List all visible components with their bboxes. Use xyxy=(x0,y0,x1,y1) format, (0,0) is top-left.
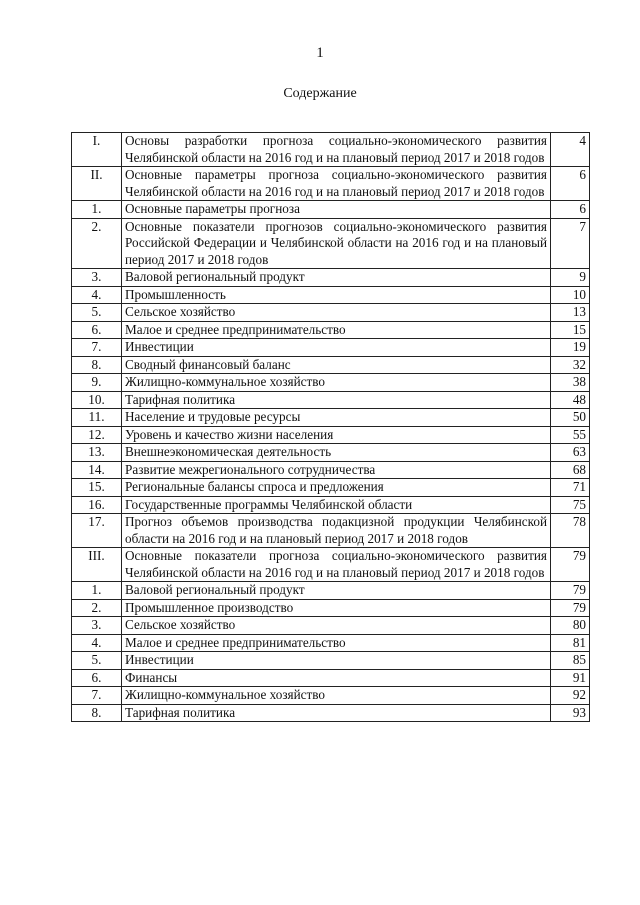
toc-page-number: 48 xyxy=(551,391,590,409)
toc-page-number: 68 xyxy=(551,461,590,479)
toc-page-number: 10 xyxy=(551,286,590,304)
toc-number: 4. xyxy=(72,286,122,304)
toc-number: 9. xyxy=(72,374,122,392)
toc-row xyxy=(72,426,590,444)
toc-page-number: 71 xyxy=(551,479,590,497)
toc-entry-title: Промышленность xyxy=(122,286,551,304)
toc-page-number: 79 xyxy=(551,548,590,582)
toc-row xyxy=(72,479,590,497)
toc-entry-title: Уровень и качество жизни населения xyxy=(122,426,551,444)
toc-number: 5. xyxy=(72,652,122,670)
toc-row xyxy=(72,409,590,427)
toc-entry-title: Промышленное производство xyxy=(122,599,551,617)
toc-row xyxy=(72,514,590,548)
toc-row xyxy=(72,339,590,357)
toc-page-number: 79 xyxy=(551,582,590,600)
toc-number: III. xyxy=(72,548,122,582)
toc-page-number: 19 xyxy=(551,339,590,357)
toc-page-number: 75 xyxy=(551,496,590,514)
toc-entry-title: Инвестиции xyxy=(122,652,551,670)
toc-entry-title: Валовой региональный продукт xyxy=(122,269,551,287)
toc-entry-title: Население и трудовые ресурсы xyxy=(122,409,551,427)
toc-page-number: 63 xyxy=(551,444,590,462)
toc-entry-title: Малое и среднее предпринимательство xyxy=(122,321,551,339)
toc-number: 5. xyxy=(72,304,122,322)
toc-number: 8. xyxy=(72,356,122,374)
toc-entry-title: Развитие межрегионального сотрудничества xyxy=(122,461,551,479)
toc-number: 6. xyxy=(72,669,122,687)
toc-entry-title: Жилищно-коммунальное хозяйство xyxy=(122,374,551,392)
toc-entry-title: Малое и среднее предпринимательство xyxy=(122,634,551,652)
toc-entry-title: Валовой региональный продукт xyxy=(122,582,551,600)
toc-row xyxy=(72,461,590,479)
toc-row xyxy=(72,444,590,462)
toc-page-number: 15 xyxy=(551,321,590,339)
toc-number: 1. xyxy=(72,582,122,600)
toc-number: 14. xyxy=(72,461,122,479)
table-of-contents xyxy=(71,132,590,722)
toc-page-number: 13 xyxy=(551,304,590,322)
toc-entry-title: Основные показатели прогноза социально-экономического развития Челябинской области на 2016 год и на плановый период 2017 и 2018 годов xyxy=(122,548,551,582)
toc-row xyxy=(72,133,590,167)
toc-number: 17. xyxy=(72,514,122,548)
toc-row xyxy=(72,617,590,635)
toc-page-number: 55 xyxy=(551,426,590,444)
toc-entry-title: Сельское хозяйство xyxy=(122,617,551,635)
toc-row xyxy=(72,687,590,705)
toc-row xyxy=(72,167,590,201)
toc-entry-title: Основные показатели прогнозов социально-экономического развития Российской Федерации и Челябинской области на 2016 год и на плановый период 2017 и 2018 годов xyxy=(122,218,551,269)
toc-row xyxy=(72,269,590,287)
toc-entry-title: Тарифная политика xyxy=(122,704,551,722)
toc-row xyxy=(72,321,590,339)
toc-row xyxy=(72,218,590,269)
toc-row xyxy=(72,669,590,687)
toc-number: 6. xyxy=(72,321,122,339)
toc-row xyxy=(72,599,590,617)
toc-page-number: 92 xyxy=(551,687,590,705)
toc-page-number: 85 xyxy=(551,652,590,670)
toc-page-number: 78 xyxy=(551,514,590,548)
toc-number: 11. xyxy=(72,409,122,427)
toc-page-number: 7 xyxy=(551,218,590,269)
toc-entry-title: Жилищно-коммунальное хозяйство xyxy=(122,687,551,705)
toc-row xyxy=(72,704,590,722)
toc-number: 8. xyxy=(72,704,122,722)
toc-entry-title: Финансы xyxy=(122,669,551,687)
toc-entry-title: Региональные балансы спроса и предложения xyxy=(122,479,551,497)
toc-row xyxy=(72,374,590,392)
toc-page-number: 81 xyxy=(551,634,590,652)
toc-row xyxy=(72,201,590,219)
toc-entry-title: Внешнеэкономическая деятельность xyxy=(122,444,551,462)
toc-number: 3. xyxy=(72,617,122,635)
toc-row xyxy=(72,652,590,670)
toc-body xyxy=(72,133,590,722)
toc-number: 13. xyxy=(72,444,122,462)
toc-row xyxy=(72,634,590,652)
toc-page-number: 4 xyxy=(551,133,590,167)
toc-page-number: 80 xyxy=(551,617,590,635)
toc-entry-title: Государственные программы Челябинской области xyxy=(122,496,551,514)
toc-row xyxy=(72,496,590,514)
toc-page-number: 32 xyxy=(551,356,590,374)
toc-entry-title: Основы разработки прогноза социально-экономического развития Челябинской области на 2016 год и на плановый период 2017 и 2018 годов xyxy=(122,133,551,167)
toc-number: 2. xyxy=(72,599,122,617)
toc-page-number: 9 xyxy=(551,269,590,287)
toc-number: 16. xyxy=(72,496,122,514)
toc-number: 15. xyxy=(72,479,122,497)
toc-entry-title: Инвестиции xyxy=(122,339,551,357)
page-title: Содержание xyxy=(283,86,357,101)
toc-number: 12. xyxy=(72,426,122,444)
toc-row xyxy=(72,304,590,322)
toc-entry-title: Сводный финансовый баланс xyxy=(122,356,551,374)
toc-number: 4. xyxy=(72,634,122,652)
toc-row xyxy=(72,356,590,374)
toc-entry-title: Основные параметры прогноза xyxy=(122,201,551,219)
toc-number: 10. xyxy=(72,391,122,409)
toc-number: I. xyxy=(72,133,122,167)
toc-entry-title: Тарифная политика xyxy=(122,391,551,409)
toc-page-number: 6 xyxy=(551,201,590,219)
toc-page-number: 6 xyxy=(551,167,590,201)
toc-page-number: 38 xyxy=(551,374,590,392)
toc-page-number: 93 xyxy=(551,704,590,722)
toc-row xyxy=(72,286,590,304)
toc-number: 1. xyxy=(72,201,122,219)
toc-number: 7. xyxy=(72,339,122,357)
page-number: 1 xyxy=(316,45,324,61)
toc-row xyxy=(72,582,590,600)
toc-entry-title: Прогноз объемов производства подакцизной продукции Челябинской области на 2016 год и на плановый период 2017 и 2018 годов xyxy=(122,514,551,548)
toc-row xyxy=(72,391,590,409)
toc-entry-title: Сельское хозяйство xyxy=(122,304,551,322)
toc-number: 3. xyxy=(72,269,122,287)
toc-number: II. xyxy=(72,167,122,201)
toc-entry-title: Основные параметры прогноза социально-экономического развития Челябинской области на 2016 год и на плановый период 2017 и 2018 годов xyxy=(122,167,551,201)
toc-page-number: 91 xyxy=(551,669,590,687)
toc-number: 7. xyxy=(72,687,122,705)
toc-number: 2. xyxy=(72,218,122,269)
toc-page-number: 50 xyxy=(551,409,590,427)
toc-row xyxy=(72,548,590,582)
toc-page-number: 79 xyxy=(551,599,590,617)
